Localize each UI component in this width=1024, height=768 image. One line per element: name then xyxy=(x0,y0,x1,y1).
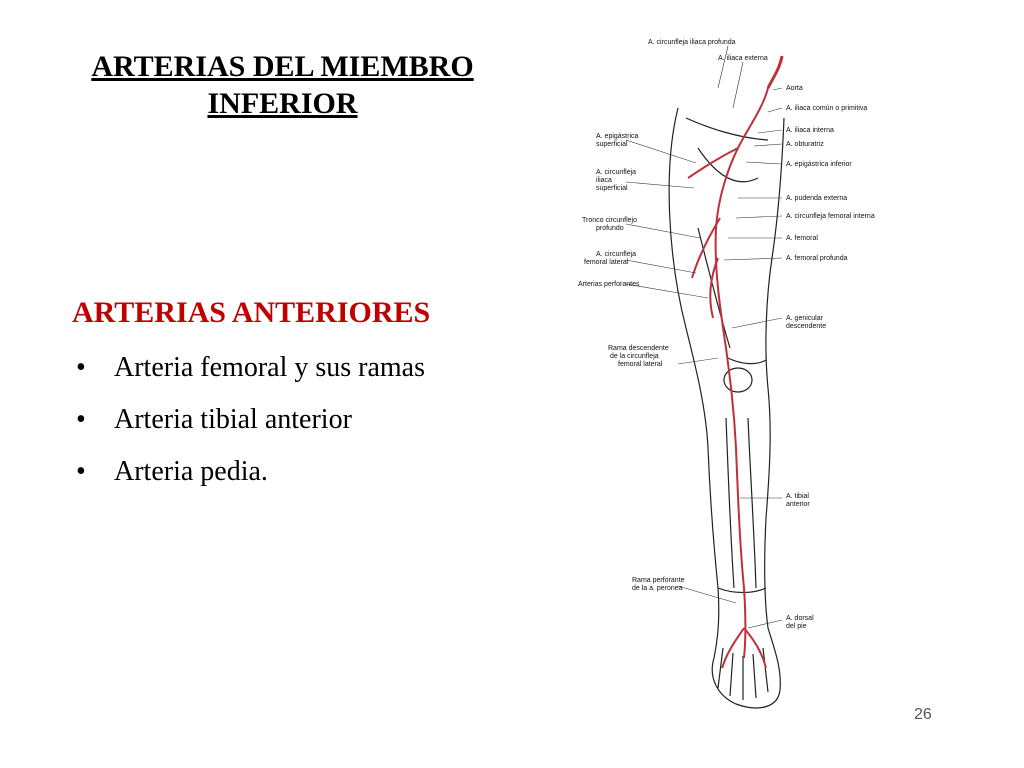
label-epigastrica-inferior: A. epigástrica inferior xyxy=(786,161,852,168)
label-circunfleja-femoral-lateral-1: A. circunfleja xyxy=(596,251,637,258)
leg-arteries-svg xyxy=(568,28,940,720)
label-iliaca-comun: A. iliaca común o primitiva xyxy=(786,105,868,112)
label-rama-perforante-2: de la a. peronea xyxy=(632,585,683,592)
bullet-item xyxy=(72,446,532,498)
slide-number: 26 xyxy=(914,706,932,723)
label-pudenda-externa: A. pudenda externa xyxy=(786,195,848,202)
label-circunfleja-iliaca-profunda: A. circunfleja iliaca profunda xyxy=(648,39,736,46)
label-circunfleja-iliaca-sup-3: superficial xyxy=(596,185,628,192)
label-epigastrica-superficial-2: superficial xyxy=(596,141,628,148)
bullet-text: Arteria tibial anterior xyxy=(114,404,352,435)
label-circunfleja-iliaca-sup-2: iliaca xyxy=(596,177,612,184)
bullet-item xyxy=(72,342,532,394)
bullet-text: Arteria pedia. xyxy=(114,456,268,487)
label-rama-descendente-2: de la circunfleja xyxy=(610,353,659,360)
label-tronco-circunflejo-2: profundo xyxy=(596,225,624,232)
label-epigastrica-superficial-1: A. epigástrica xyxy=(596,133,639,140)
label-femoral: A. femoral xyxy=(786,235,818,242)
arterias-anteriores-section xyxy=(72,294,532,498)
label-perforantes: Arterias perforantes xyxy=(578,281,640,288)
title-line-2: INFERIOR xyxy=(207,87,358,120)
leader-lines xyxy=(626,46,782,628)
label-tibial-anterior-2: anterior xyxy=(786,501,810,508)
label-dorsal-pie-2: del pie xyxy=(786,623,807,630)
label-genicular-1: A. genicular xyxy=(786,315,823,322)
label-circunfleja-femoral-lateral-2: femoral lateral xyxy=(584,259,629,266)
label-iliaca-externa: A. iliaca externa xyxy=(718,55,768,62)
label-aorta: Aorta xyxy=(786,85,803,92)
label-circunfleja-femoral-interna: A. circunfleja femoral interna xyxy=(786,213,875,220)
bullet-icon: • xyxy=(76,352,86,383)
label-iliaca-interna: A. iliaca interna xyxy=(786,127,834,134)
bullet-item xyxy=(72,394,532,446)
label-circunfleja-iliaca-sup-1: A. circunfleja xyxy=(596,169,637,176)
section-heading: ARTERIAS ANTERIORES xyxy=(72,296,431,329)
label-tronco-circunflejo-1: Tronco circunflejo xyxy=(582,217,637,224)
artery-lines xyxy=(688,56,782,668)
bullet-text: Arteria femoral y sus ramas xyxy=(114,352,425,383)
bullet-icon: • xyxy=(76,456,86,487)
label-femoral-profunda: A. femoral profunda xyxy=(786,255,848,262)
slide-title xyxy=(55,48,510,122)
label-rama-descendente-3: femoral lateral xyxy=(618,361,663,368)
label-dorsal-pie-1: A. dorsal xyxy=(786,615,814,622)
label-genicular-2: descendente xyxy=(786,323,827,330)
bullet-icon: • xyxy=(76,404,86,435)
leg-arteries-illustration xyxy=(568,28,940,720)
label-rama-perforante-1: Rama perforante xyxy=(632,577,685,584)
bullet-list xyxy=(72,342,532,498)
label-tibial-anterior-1: A. tibial xyxy=(786,493,809,500)
label-rama-descendente-1: Rama descendente xyxy=(608,345,669,352)
label-obturatriz: A. obturatriz xyxy=(786,141,824,148)
title-line-1: ARTERIAS DEL MIEMBRO xyxy=(91,50,474,83)
